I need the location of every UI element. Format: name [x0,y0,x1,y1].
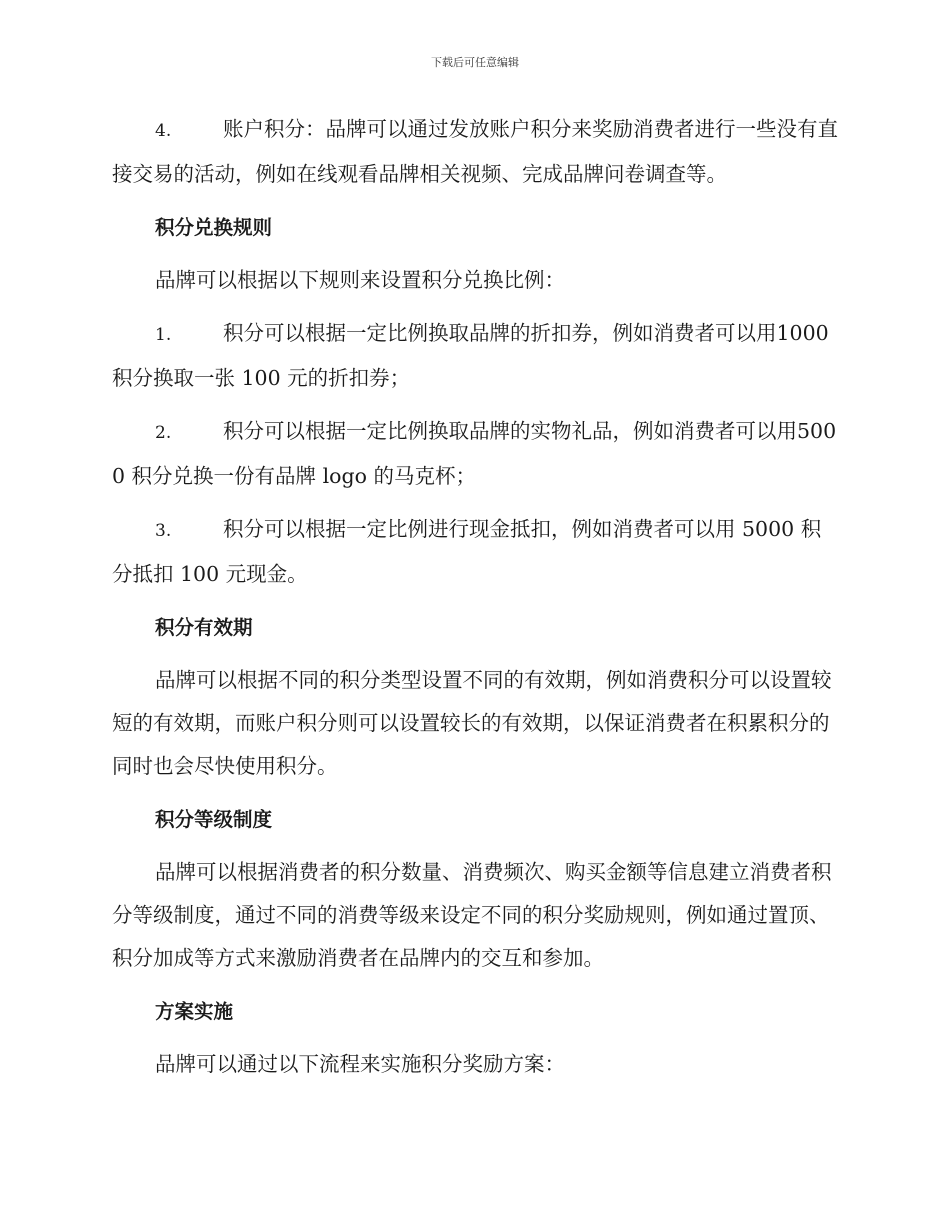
list-item-text: 积分可以根据一定比例进行现金抵扣，例如消费者可以用 5000 积分抵扣 100 元现金。 [112,517,822,586]
list-item-account-points [112,108,840,196]
list-item [112,410,840,498]
list-item-text: 积分可以根据一定比例换取品牌的折扣券，例如消费者可以用1000 积分换取一张 100 元的折扣券； [112,321,829,390]
document-body [112,108,840,1096]
section-heading-levels: 积分等级制度 [155,808,273,831]
list-item-number: 4. [155,121,172,141]
list-item-text: 积分可以根据一定比例换取品牌的实物礼品，例如消费者可以用5000 积分兑换一份有品牌 logo 的马克杯； [112,419,837,488]
implementation-paragraph: 品牌可以通过以下流程来实施积分奖励方案： [155,1052,565,1076]
list-item-number: 3. [155,521,172,541]
list-item-number: 2. [155,423,172,443]
section-heading-validity: 积分有效期 [155,616,253,639]
exchange-intro: 品牌可以根据以下规则来设置积分兑换比例： [155,268,565,292]
list-item-text: 账户积分：品牌可以通过发放账户积分来奖励消费者进行一些没有直接交易的活动，例如在线观看品牌相关视频、完成品牌问卷调查等。 [112,117,838,186]
section-heading-implementation: 方案实施 [155,1000,234,1023]
list-item [112,508,840,596]
list-item [112,312,840,400]
validity-paragraph: 品牌可以根据不同的积分类型设置不同的有效期，例如消费积分可以设置较短的有效期，而账户积分则可以设置较长的有效期，以保证消费者在积累积分的同时也会尽快使用积分。 [112,668,832,778]
list-item-number: 1. [155,325,172,345]
levels-paragraph: 品牌可以根据消费者的积分数量、消费频次、购买金额等信息建立消费者积分等级制度，通过不同的消费等级来设定不同的积分奖励规则，例如通过置顶、积分加成等方式来激励消费者在品牌内的交互和参加。 [112,860,832,970]
page-header: 下载后可任意编辑 [431,56,519,69]
section-heading-exchange: 积分兑换规则 [155,216,273,239]
